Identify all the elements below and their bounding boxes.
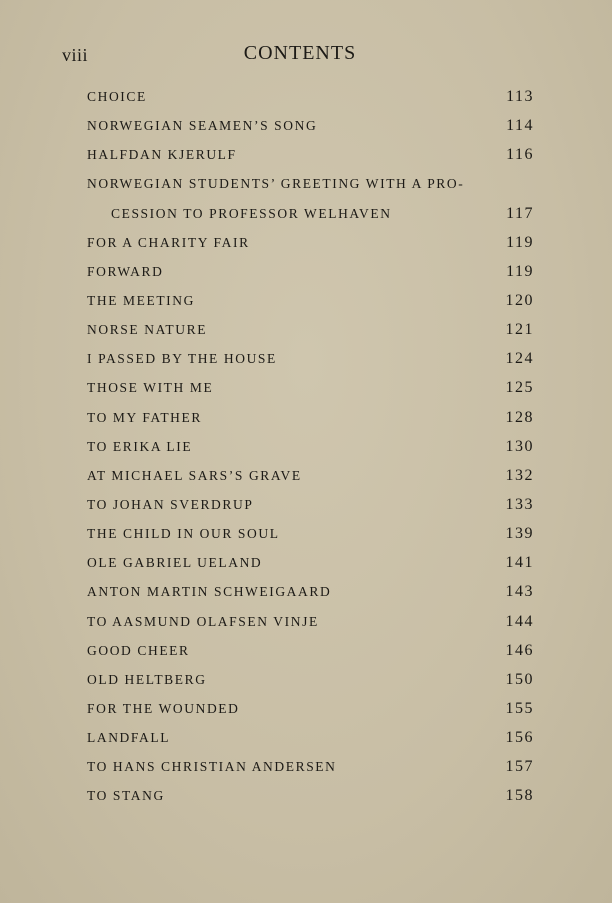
toc-entry[interactable]: [87, 542, 537, 571]
toc-entry[interactable]: [87, 163, 537, 221]
toc-entry-title: OLD HELTBERG: [87, 671, 207, 687]
toc-entry-page: 128: [505, 408, 534, 426]
toc-entry-page: 117: [506, 204, 534, 222]
toc-entry-title: THE MEETING: [87, 293, 195, 308]
toc-entry-page: 144: [505, 612, 534, 630]
toc-entry-page: 120: [505, 292, 534, 309]
toc-entry[interactable]: [87, 484, 537, 513]
toc-entry-page: 124: [505, 350, 534, 368]
toc-entry-page: 119: [506, 262, 534, 280]
toc-entry-title: THOSE WITH ME: [87, 380, 214, 396]
toc-entry[interactable]: [87, 105, 537, 134]
toc-entry-title: I PASSED BY THE HOUSE: [87, 351, 277, 367]
toc-entry-page: 155: [505, 699, 534, 717]
toc-entry[interactable]: [87, 746, 537, 775]
toc-entry[interactable]: [87, 688, 537, 717]
toc-entry[interactable]: [87, 513, 537, 542]
toc-entry-page: 156: [505, 729, 534, 747]
toc-entry[interactable]: [87, 76, 537, 105]
toc-entry-title: AT MICHAEL SARS’S GRAVE: [87, 467, 302, 483]
toc-entry-title-line1: NORWEGIAN STUDENTS’ GREETING WITH A PRO-: [87, 176, 465, 192]
toc-entry-title: FOR THE WOUNDED: [87, 700, 240, 716]
toc-entry-page: 119: [506, 233, 534, 251]
toc-entry-title: [87, 169, 487, 227]
toc-entry[interactable]: [87, 397, 537, 426]
toc-entry[interactable]: [87, 222, 537, 251]
toc-entry-title: GOOD CHEER: [87, 642, 190, 658]
page-header: [0, 40, 612, 70]
toc-entry-page: 139: [505, 525, 534, 543]
toc-entry[interactable]: [87, 309, 537, 338]
toc-entry-page: 133: [505, 495, 534, 513]
toc-entry-title: TO MY FATHER: [87, 409, 202, 425]
toc-entry-page: 141: [505, 554, 534, 572]
toc-entry[interactable]: [87, 659, 537, 688]
running-title: CONTENTS: [243, 42, 357, 64]
toc-entry-title: FOR A CHARITY FAIR: [87, 234, 250, 250]
toc-entry-page: 121: [505, 321, 534, 339]
toc-entry[interactable]: [87, 601, 537, 630]
table-of-contents: [87, 76, 537, 805]
toc-entry[interactable]: [87, 280, 537, 309]
toc-entry-title: NORWEGIAN SEAMEN’S SONG: [87, 118, 318, 134]
toc-entry-page: 146: [505, 641, 534, 659]
toc-entry-title: TO JOHAN SVERDRUP: [87, 496, 254, 512]
toc-entry[interactable]: [87, 571, 537, 600]
toc-entry-page: 150: [505, 670, 534, 688]
toc-entry-title-line2: CESSION TO PROFESSOR WELHAVEN: [111, 205, 392, 221]
toc-entry-page: 113: [506, 88, 534, 105]
toc-entry[interactable]: [87, 717, 537, 746]
toc-entry-title: THE CHILD IN OUR SOUL: [87, 526, 280, 542]
toc-entry-page: 158: [505, 787, 534, 805]
toc-entry-page: 157: [505, 758, 534, 776]
toc-entry[interactable]: [87, 338, 537, 367]
toc-entry-page: 132: [505, 466, 534, 484]
toc-entry-title: TO STANG: [87, 788, 165, 804]
toc-entry-title: TO HANS CHRISTIAN ANDERSEN: [87, 759, 337, 775]
toc-entry-page: 143: [505, 583, 534, 601]
toc-entry[interactable]: [87, 367, 537, 396]
toc-entry-page: 116: [506, 146, 534, 164]
toc-entry-page: 130: [505, 437, 534, 455]
toc-entry[interactable]: [87, 426, 537, 455]
toc-entry[interactable]: [87, 134, 537, 163]
toc-entry-title: TO ERIKA LIE: [87, 438, 193, 454]
toc-entry-title: FORWARD: [87, 263, 164, 279]
page-folio: viii: [62, 45, 89, 65]
toc-entry-title: OLE GABRIEL UELAND: [87, 555, 263, 571]
toc-entry-title: LANDFALL: [87, 730, 171, 746]
toc-entry-title: TO AASMUND OLAFSEN VINJE: [87, 613, 319, 629]
toc-entry-title: ANTON MARTIN SCHWEIGAARD: [87, 584, 332, 600]
toc-entry-page: 125: [505, 379, 534, 397]
toc-entry[interactable]: [87, 251, 537, 280]
toc-entry[interactable]: [87, 630, 537, 659]
toc-entry[interactable]: [87, 455, 537, 484]
toc-entry-title: HALFDAN KJERULF: [87, 147, 237, 163]
toc-entry[interactable]: [87, 775, 537, 804]
toc-entry-page: 114: [506, 117, 534, 135]
toc-entry-title: NORSE NATURE: [87, 322, 208, 338]
toc-entry-title: CHOICE: [87, 89, 147, 104]
